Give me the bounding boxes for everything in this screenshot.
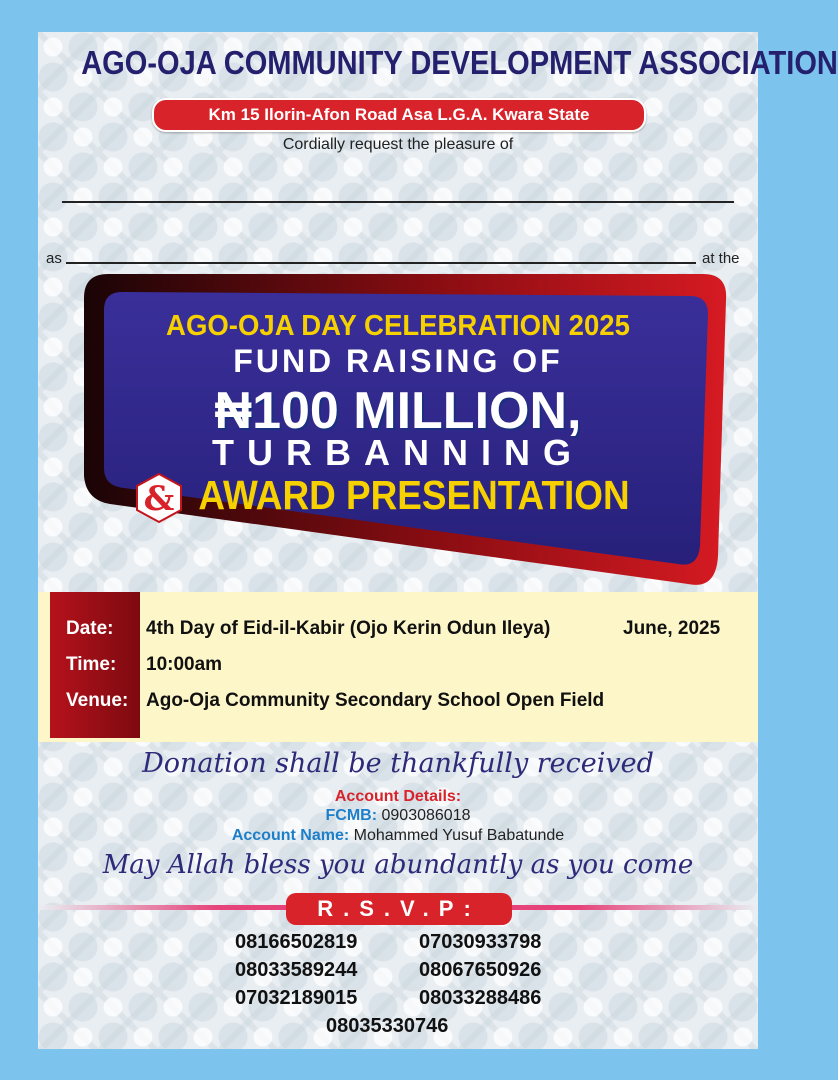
date-label: Date: bbox=[66, 618, 114, 639]
rsvp-phone: 08033288486 bbox=[419, 987, 542, 1009]
venue-label: Venue: bbox=[66, 690, 129, 711]
rsvp-phone: 08033589244 bbox=[235, 959, 358, 981]
account-details-heading: Account Details: bbox=[334, 788, 462, 805]
guest-name-line bbox=[62, 201, 734, 203]
date-value: 4th Day of Eid-il-Kabir (Ojo Kerin Odun Ileya) bbox=[146, 618, 551, 639]
banner-amount: ₦100 MILLION, bbox=[214, 382, 582, 440]
date-month: June, 2025 bbox=[623, 618, 721, 639]
address-badge: Km 15 Ilorin-Afon Road Asa L.G.A. Kwara State bbox=[152, 98, 646, 132]
request-text: Cordially request the pleasure of bbox=[282, 136, 514, 153]
ampersand-hexagon-icon bbox=[133, 472, 185, 524]
blessing-text: May Allah bless you abundantly as you come bbox=[102, 850, 694, 880]
banner-award: AWARD PRESENTATION bbox=[198, 472, 630, 518]
account-name: Mohammed Yusuf Babatunde bbox=[353, 827, 565, 844]
as-label: as bbox=[46, 250, 62, 267]
banner-fundraising: FUND RAISING OF bbox=[233, 343, 563, 379]
rsvp-phone: 08035330746 bbox=[326, 1015, 449, 1037]
banner-celebration: AGO-OJA DAY CELEBRATION 2025 bbox=[166, 310, 630, 342]
ampersand: & bbox=[143, 479, 175, 519]
rsvp-badge: R.S.V.P: bbox=[286, 893, 512, 925]
account-name-label: Account Name: bbox=[231, 827, 350, 844]
role-line bbox=[66, 262, 696, 264]
account-name-line bbox=[38, 827, 758, 845]
account-number: 0903086018 bbox=[381, 807, 471, 824]
rsvp-phone: 07032189015 bbox=[235, 987, 358, 1009]
at-label: at the bbox=[702, 250, 740, 267]
association-title: AGO-OJA COMMUNITY DEVELOPMENT ASSOCIATION bbox=[81, 44, 838, 81]
bank-line bbox=[38, 807, 758, 825]
rsvp-phone: 07030933798 bbox=[419, 931, 542, 953]
invitation-card bbox=[38, 32, 838, 1049]
rsvp-phone: 08067650926 bbox=[419, 959, 542, 981]
venue-value: Ago-Oja Community Secondary School Open Field bbox=[146, 690, 605, 711]
banner-turbanning: TURBANNING bbox=[212, 432, 584, 473]
time-label: Time: bbox=[66, 654, 117, 675]
rsvp-phone: 08166502819 bbox=[235, 931, 358, 953]
bank-label: FCMB: bbox=[325, 807, 378, 824]
donation-heading: Donation shall be thankfully received bbox=[142, 748, 654, 779]
time-value: 10:00am bbox=[146, 654, 223, 675]
